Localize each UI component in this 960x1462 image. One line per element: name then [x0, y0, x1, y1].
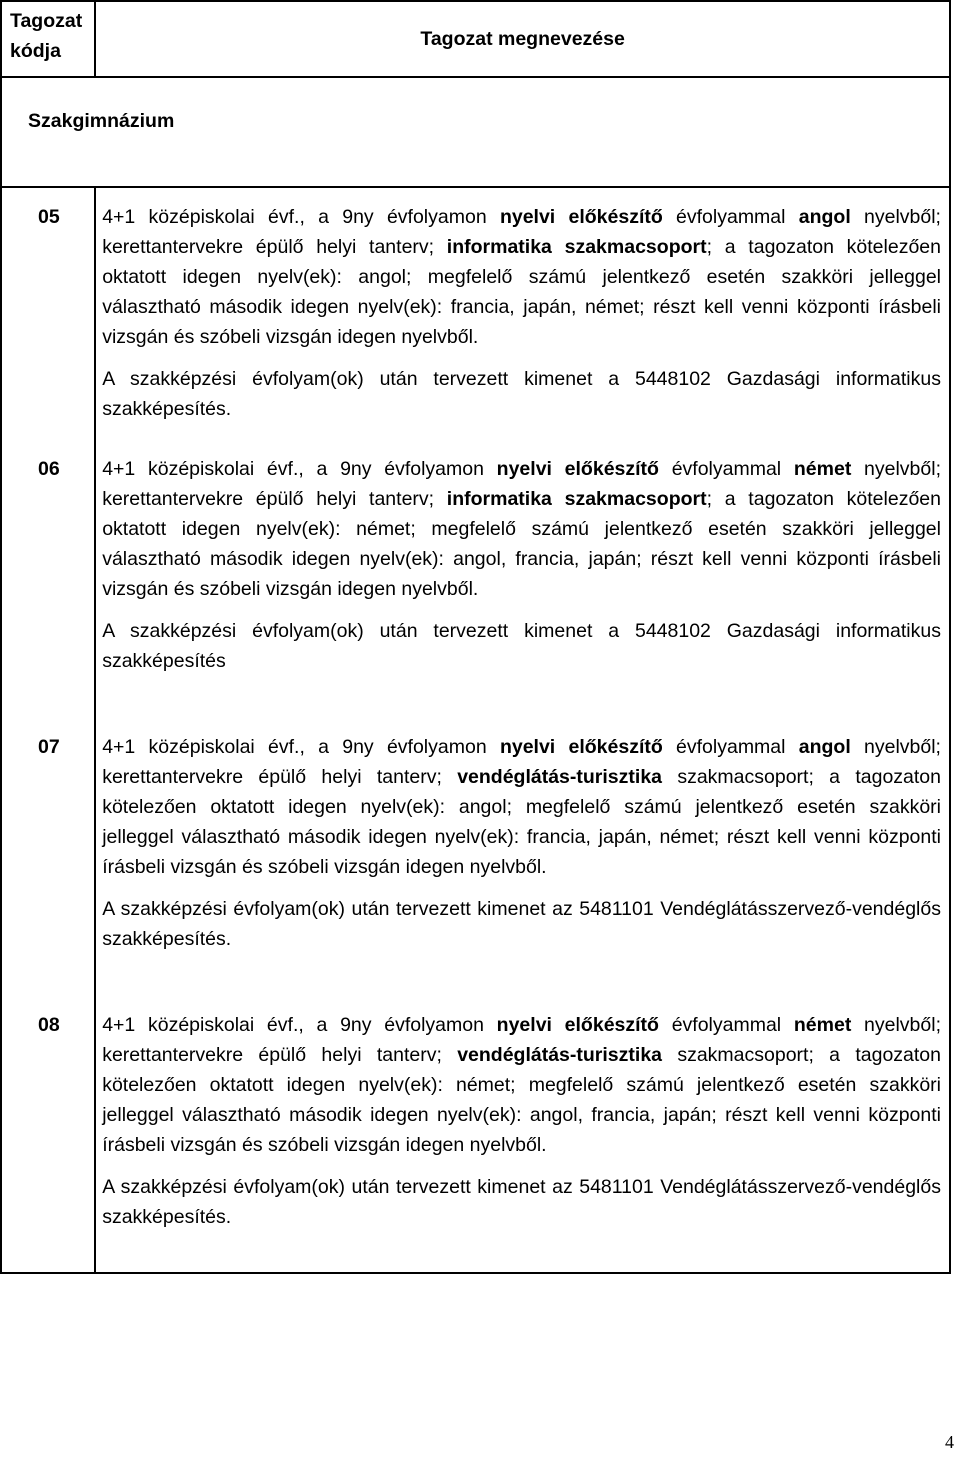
entry-06-description: 4+1 középiskolai évf., a 9ny évfolyamon nyelvi előkészítő évfolyammal német nyelvből; kerettantervekre épülő helyi tanterv; informatika szakmacsoport; a tagozaton kötelezően oktatott idegen nyelv(ek): német; megfelelő számú jelentkező esetén szakköri jelleggel választható második idegen nyelv(ek): angol, francia, japán; részt kell venni központi írásbeli vizsgán és szóbeli vizsgán idegen nyelvből. [102, 458, 941, 600]
header-name-label: Tagozat megnevezése [420, 28, 625, 50]
entry-code-08: 08 [38, 1014, 60, 1036]
entry-05-description: 4+1 középiskolai évf., a 9ny évfolyamon nyelvi előkészítő évfolyammal angol nyelvből; kerettantervekre épülő helyi tanterv; informatika szakmacsoport; a tagozaton kötelezően oktatott idegen nyelv(ek): angol; megfelelő számú jelentkező esetén szakköri jelleggel választható második idegen nyelv(ek): francia, japán, német; részt kell venni központi írásbeli vizsgán és szóbeli vizsgán idegen nyelvből. [102, 206, 941, 348]
header-code-label-line2: kódja [10, 40, 61, 62]
entry-05 [102, 202, 941, 442]
entry-code-06: 06 [38, 458, 60, 480]
page-number: 4 [945, 1432, 954, 1452]
section-label-cell [1, 77, 950, 187]
entry-06-outcome: A szakképzési évfolyam(ok) után tervezett kimenet a 5448102 Gazdasági informatikus szakképesítés [102, 620, 941, 672]
descriptions-column [95, 187, 950, 1273]
entry-06 [102, 454, 941, 720]
entry-code-05: 05 [38, 206, 60, 228]
entries-row [1, 187, 950, 1273]
entry-08-outcome: A szakképzési évfolyam(ok) után tervezett kimenet az 5481101 Vendéglátásszervező-vendéglős szakképesítés. [102, 1176, 941, 1228]
entry-07-description: 4+1 középiskolai évf., a 9ny évfolyamon nyelvi előkészítő évfolyammal angol nyelvből; kerettantervekre épülő helyi tanterv; vendéglátás-turisztika szakmacsoport; a tagozaton kötelezően oktatott idegen nyelv(ek): angol; megfelelő számú jelentkező esetén szakköri jelleggel választható második idegen nyelv(ek): francia, japán, német; részt kell venni központi írásbeli vizsgán és szóbeli vizsgán idegen nyelvből. [102, 736, 941, 878]
header-name-cell [95, 1, 950, 77]
header-code-cell [1, 1, 95, 77]
table-header-row [1, 1, 950, 77]
codes-column [1, 187, 95, 1273]
section-label: Szakgimnázium [28, 110, 175, 132]
header-code-label-line1: Tagozat [10, 10, 83, 32]
section-row [1, 77, 950, 187]
entry-05-outcome: A szakképzési évfolyam(ok) után tervezett kimenet a 5448102 Gazdasági informatikus szakképesítés. [102, 368, 941, 420]
entry-08-description: 4+1 középiskolai évf., a 9ny évfolyamon nyelvi előkészítő évfolyammal német nyelvből; kerettantervekre épülő helyi tanterv; vendéglátás-turisztika szakmacsoport; a tagozaton kötelezően oktatott idegen nyelv(ek): német; megfelelő számú jelentkező esetén szakköri jelleggel választható második idegen nyelv(ek): angol, francia, japán; részt kell venni központi írásbeli vizsgán és szóbeli vizsgán idegen nyelvből. [102, 1014, 941, 1156]
entry-07 [102, 732, 941, 998]
entry-07-outcome: A szakképzési évfolyam(ok) után tervezett kimenet az 5481101 Vendéglátásszervező-vendéglős szakképesítés. [102, 898, 941, 950]
entry-08 [102, 1010, 941, 1260]
entry-code-07: 07 [38, 736, 60, 758]
